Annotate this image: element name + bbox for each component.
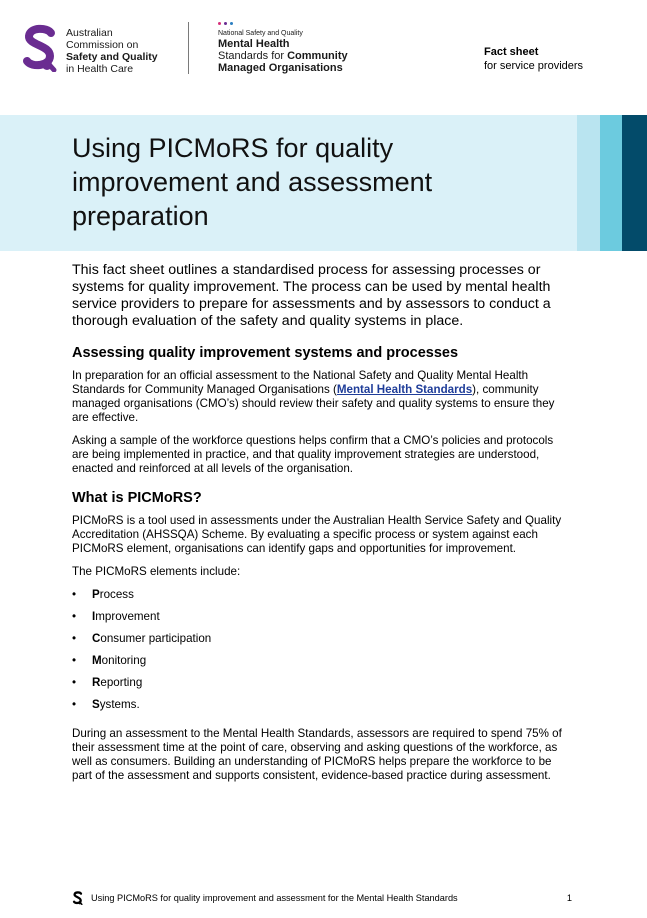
section-heading-assessing: Assessing quality improvement systems and processes	[72, 345, 459, 361]
elements-list-intro: The PICMoRS elements include:	[72, 565, 241, 578]
list-item: • Systems.	[72, 698, 140, 711]
standards-line-1: National Safety and Quality	[218, 30, 303, 37]
doc-type-label: Fact sheet	[484, 46, 539, 58]
standards-line-3: Standards for Community	[218, 50, 348, 62]
list-item: • Monitoring	[72, 654, 147, 667]
commission-logo-small-icon	[72, 891, 83, 905]
standards-dots-icon	[218, 22, 348, 28]
picmors-elements-list	[72, 588, 572, 718]
banner-stripe-light	[577, 115, 600, 251]
standards-line-2: Mental Health	[218, 38, 290, 50]
document-type	[484, 45, 583, 73]
footer-text: Using PICMoRS for quality improvement and assessment for the Mental Health Standards	[91, 893, 458, 903]
list-item: • Improvement	[72, 610, 160, 623]
list-item: • Consumer participation	[72, 632, 212, 645]
page-title: Using PICMoRS for quality improvement and assessment preparation	[72, 133, 433, 231]
commission-name-line-2: Commission on	[66, 39, 139, 51]
commission-name-line-1: Australian	[66, 27, 113, 39]
page-footer	[72, 890, 572, 908]
standards-line-4: Managed Organisations	[218, 62, 343, 74]
header-divider	[188, 22, 189, 74]
commission-name	[66, 27, 158, 75]
audience-label: for service providers	[484, 60, 584, 72]
banner-stripe-dark	[622, 115, 647, 251]
section2-paragraph-1: PICMoRS is a tool used in assessments under the Australian Health Service Safety and Quality Accreditation (AHSSQA) Scheme. By evaluating a specific process or system against each PICMoRS element, organisations can identify gaps and opportunities for improvement.	[72, 514, 562, 555]
banner-stripe-mid	[600, 115, 622, 251]
page-header	[0, 0, 647, 115]
intro-paragraph: This fact sheet outlines a standardised process for assessing processes or systems for quality improvement. The process can be used by mental health service providers to prepare for assessments and by assessors to conduct a thorough evaluation of the safety and quality systems in place.	[72, 262, 551, 329]
section-heading-what-is-picmors: What is PICMoRS?	[72, 490, 202, 506]
standards-logo	[218, 22, 348, 74]
commission-name-line-4: in Health Care	[66, 63, 134, 75]
section1-paragraph-1: In preparation for an official assessment to the National Safety and Quality Mental Health Standards for Community Managed Organisations (Mental Health Standards), community managed organisations (CMO’s) should review their safety and quality systems to ensure they are effective.	[72, 369, 555, 424]
section2-paragraph-2: During an assessment to the Mental Health Standards, assessors are required to spend 75% of their assessment time at the point of care, observing and asking questions of the workforce, as well as consumers. Building an understanding of PICMoRS helps prepare the workforce to be part of the assessment and supports consistent, evidence-based practice during assessment.	[72, 727, 562, 782]
page-number: 1	[566, 893, 572, 903]
commission-name-line-3: Safety and Quality	[66, 51, 158, 63]
list-item: • Process	[72, 588, 134, 601]
title-banner	[0, 115, 647, 251]
section1-paragraph-2: Asking a sample of the workforce questions helps confirm that a CMO’s policies and protocols are being implemented in practice, and that quality improvement strategies are understood, enacted and reinforced at all levels of the organisation.	[72, 434, 554, 475]
mental-health-standards-link[interactable]: Mental Health Standards	[336, 383, 473, 396]
list-item: • Reporting	[72, 676, 143, 689]
commission-logo-icon	[20, 24, 58, 72]
main-content	[72, 262, 572, 792]
